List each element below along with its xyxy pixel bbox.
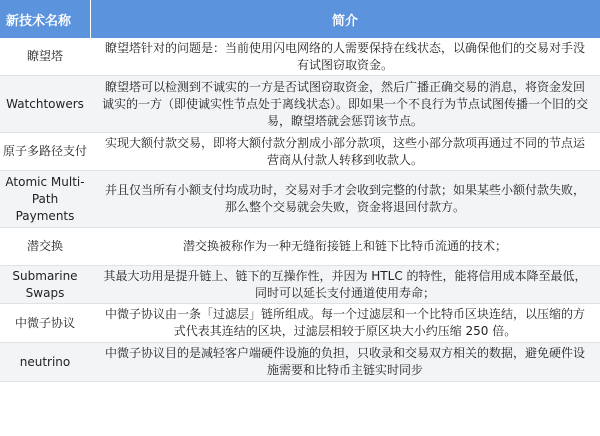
tech-desc-cell: 实现大额付款交易，即将大额付款分割成小部分款项，这些小部分款项再通过不同的节点运营商从付款人转移到收款人。 <box>90 133 600 171</box>
tech-desc-cell: 中微子协议目的是减轻客户端硬件设施的负担，只收录和交易双方相关的数据，避免硬件设施需要和比特币主链实时同步 <box>90 343 600 382</box>
tech-desc-cell: 瞭望塔针对的问题是：当前使用闪电网络的人需要保持在线状态，以确保他们的交易对手没有试图窃取资金。 <box>90 38 600 76</box>
table-row <box>0 38 600 76</box>
table-row <box>0 266 600 304</box>
tech-name-cell: 原子多路径支付 <box>0 133 90 171</box>
table-header-row <box>0 0 600 38</box>
tech-desc-cell: 其最大功用是提升链上、链下的互操作性，并因为 HTLC 的特性，能将信用成本降至最低，同时可以延长支付通道使用寿命； <box>90 266 600 304</box>
tech-name-cell: 瞭望塔 <box>0 38 90 76</box>
tech-name-cell: 潜交换 <box>0 228 90 266</box>
tech-desc-cell: 并且仅当所有小额支付均成功时，交易对手才会收到完整的付款；如果某些小额付款失败，那么整个交易就会失败，资金将退回付款方。 <box>90 171 600 228</box>
table-row <box>0 228 600 266</box>
table-row <box>0 133 600 171</box>
tech-desc-cell: 中微子协议由一条「过滤层」链所组成。每一个过滤层和一个比特币区块连结，以压缩的方式代表其连结的区块，过滤层相较于原区块大小约压缩 250 倍。 <box>90 304 600 343</box>
tech-name-cell: neutrino <box>0 343 90 382</box>
tech-name-cell: Watchtowers <box>0 76 90 133</box>
table-row <box>0 304 600 343</box>
tech-name-cell: Submarine Swaps <box>0 266 90 304</box>
tech-desc-cell: 瞭望塔可以检测到不诚实的一方是否试图窃取资金，然后广播正确交易的消息，将资金发回诚实的一方（即使诚实性节点处于离线状态）。即如果一个不良行为节点试图传播一个旧的交易，瞭望塔就会惩罚该节点。 <box>90 76 600 133</box>
tech-name-cell: 中微子协议 <box>0 304 90 343</box>
tech-name-cell: Atomic Multi-Path Payments <box>0 171 90 228</box>
column-header-intro: 简介 <box>90 0 600 38</box>
tech-desc-cell: 潜交换被称作为一种无缝衔接链上和链下比特币流通的技术； <box>90 228 600 266</box>
table-row <box>0 171 600 228</box>
column-header-name: 新技术名称 <box>0 0 90 38</box>
table-row <box>0 76 600 133</box>
table-row <box>0 343 600 382</box>
